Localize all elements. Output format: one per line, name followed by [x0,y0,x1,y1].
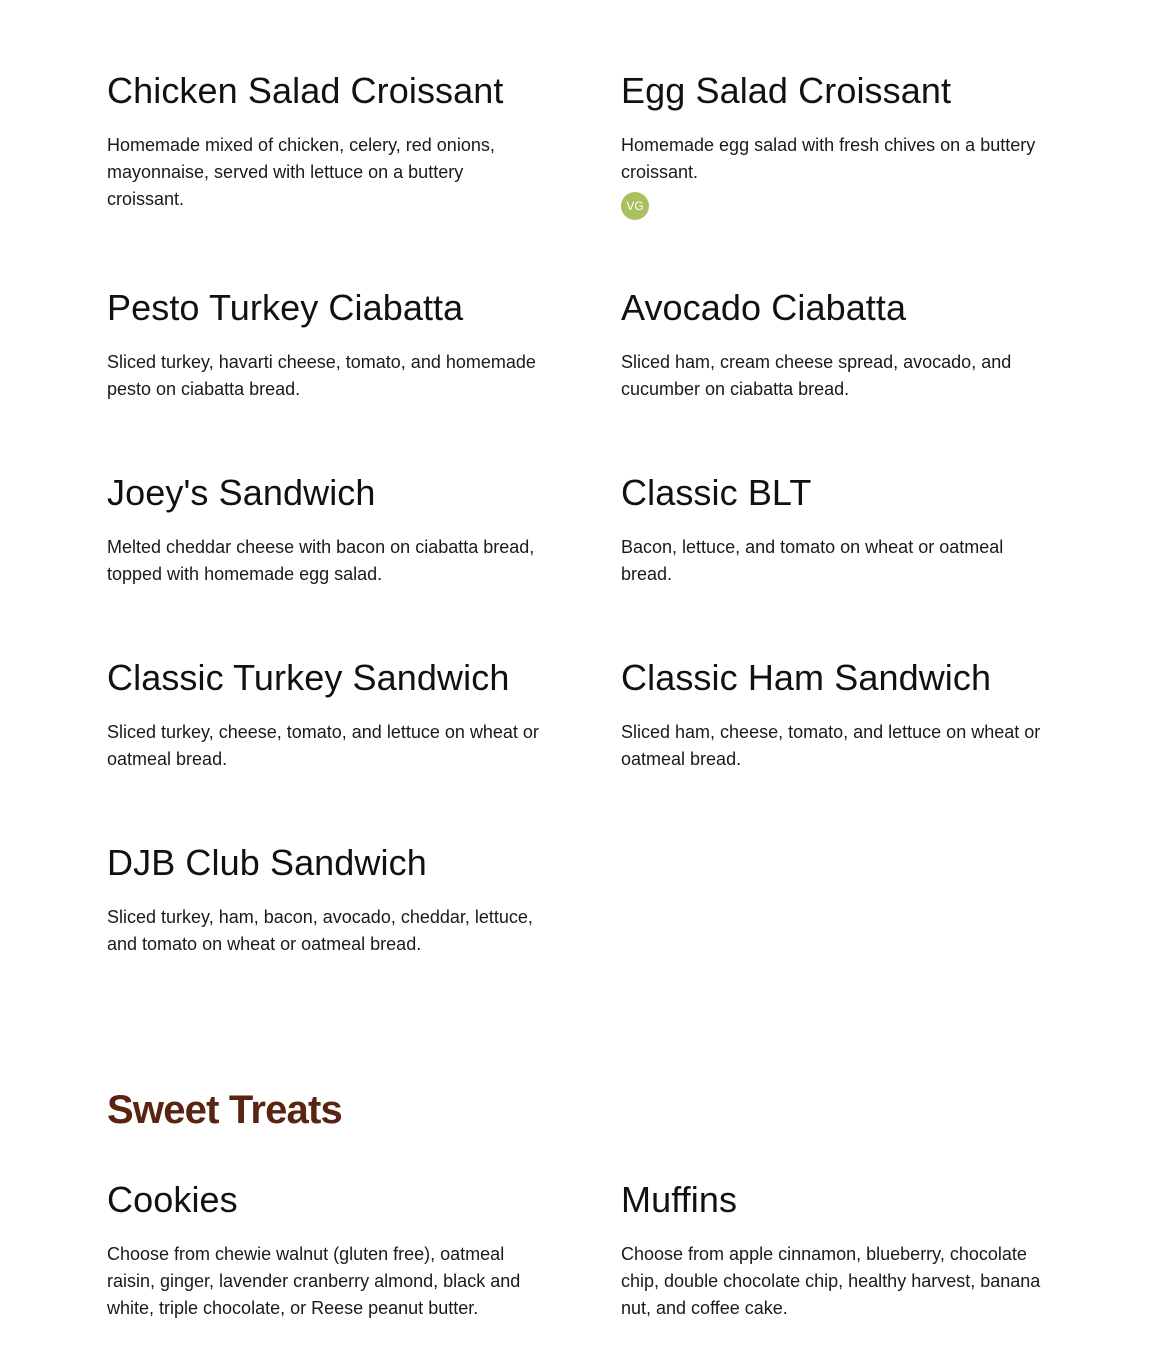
menu-item-description: Sliced ham, cheese, tomato, and lettuce on wheat or oatmeal bread. [621,722,1041,769]
menu-item-title: Cookies [107,1179,238,1220]
sandwich-grid [107,71,1053,963]
menu-item-title: DJB Club Sandwich [107,842,427,883]
sweet-treats-grid [107,1180,1053,1322]
menu-item-description: Bacon, lettuce, and tomato on wheat or oatmeal bread. [621,537,1004,584]
menu-item-title: Muffins [621,1179,738,1220]
menu-item-title: Chicken Salad Croissant [107,70,504,111]
menu-item-description: Sliced turkey, cheese, tomato, and lettuce on wheat or oatmeal bread. [107,722,539,769]
menu-item [621,473,1053,658]
section-heading-sweet-treats: Sweet Treats [107,1088,342,1132]
menu-item-description: Choose from apple cinnamon, blueberry, chocolate chip, double chocolate chip, healthy harvest, banana nut, and coffee cake. [621,1244,1041,1318]
menu-item [107,1180,539,1322]
menu-item-description: Homemade mixed of chicken, celery, red onions, mayonnaise, served with lettuce on a buttery croissant. [107,135,495,209]
menu-item-title: Avocado Ciabatta [621,287,907,328]
menu-item-description: Melted cheddar cheese with bacon on ciabatta bread, topped with homemade egg salad. [107,537,535,584]
menu-item-title: Classic BLT [621,472,812,513]
menu-item-title: Classic Turkey Sandwich [107,657,510,698]
menu-item [107,658,539,843]
menu-item [621,658,1053,843]
cut-off-previous-text [107,0,617,4]
menu-item-title: Egg Salad Croissant [621,70,952,111]
menu-item [107,71,539,288]
menu-item-description: Sliced ham, cream cheese spread, avocado, and cucumber on ciabatta bread. [621,352,1012,399]
menu-item [107,473,539,658]
menu-item-description: Sliced turkey, havarti cheese, tomato, and homemade pesto on ciabatta bread. [107,352,536,399]
menu-item [107,288,539,473]
menu-item-title: Joey's Sandwich [107,472,376,513]
menu-item [621,1180,1053,1322]
menu-item [621,71,1053,288]
menu-item-description: Homemade egg salad with fresh chives on a buttery croissant. [621,135,1036,182]
menu-item-title: Classic Ham Sandwich [621,657,992,698]
menu-item-title: Pesto Turkey Ciabatta [107,287,464,328]
menu-item [621,288,1053,473]
menu-item-description: Sliced turkey, ham, bacon, avocado, cheddar, lettuce, and tomato on wheat or oatmeal bread. [107,907,533,954]
vegetarian-badge: VG [621,192,649,220]
menu-item-description: Choose from chewie walnut (gluten free), oatmeal raisin, ginger, lavender cranberry almond, black and white, triple chocolate, or Reese peanut butter. [107,1244,521,1318]
menu-item [107,843,539,963]
